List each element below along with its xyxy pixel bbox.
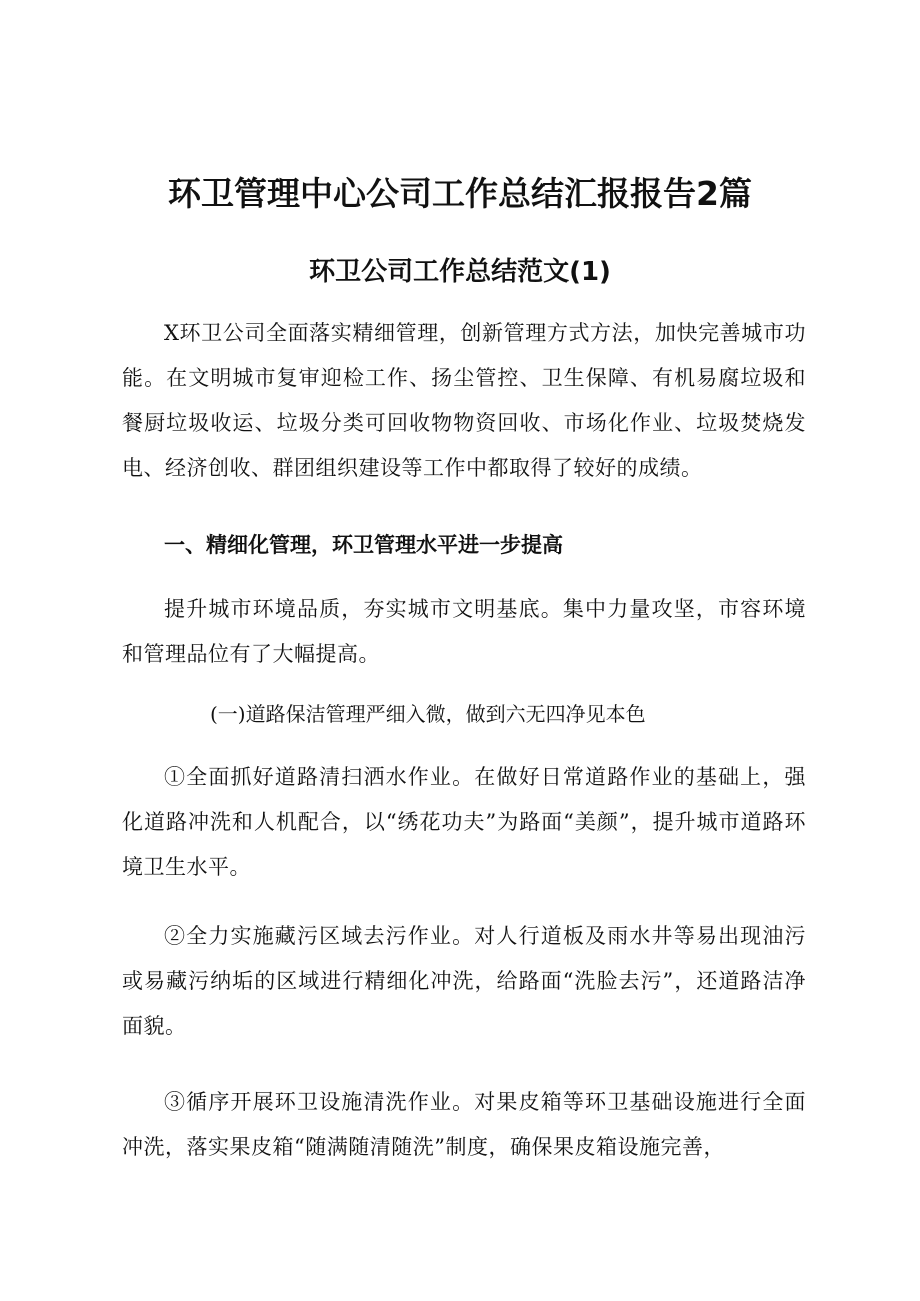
document-subtitle: 环卫公司工作总结范文(1) bbox=[309, 257, 611, 287]
document-title: 环卫管理中心公司工作总结汇报报告2篇 bbox=[168, 174, 752, 213]
list-item: ①全面抓好道路清扫洒水作业。在做好日常道路作业的基础上，强化道路冲洗和人机配合，以“绣花功夫”为路面“美颜”，提升城市道路环境卫生水平。 bbox=[122, 765, 806, 879]
intro-paragraph: X环卫公司全面落实精细管理，创新管理方式方法，加快完善城市功能。在文明城市复审迎检工作、扬尘管控、卫生保障、有机易腐垃圾和餐厨垃圾收运、垃圾分类可回收物物资回收、市场化作业、垃圾焚烧发电、经济创收、群团组织建设等工作中都取得了较好的成绩。 bbox=[122, 321, 806, 480]
subsection-heading-1: (一)道路保洁管理严细入微，做到六无四净见本色 bbox=[210, 702, 646, 726]
list-item: ③循序开展环卫设施清洗作业。对果皮箱等环卫基础设施进行全面冲洗，落实果皮箱“随满随清随洗”制度，确保果皮箱设施完善， bbox=[122, 1090, 806, 1159]
section-heading-1: 一、精细化管理，环卫管理水平进一步提高 bbox=[164, 533, 563, 557]
section-1-paragraph: 提升城市环境品质，夯实城市文明基底。集中力量攻坚，市容环境和管理品位有了大幅提高。 bbox=[122, 597, 806, 666]
list-item: ②全力实施藏污区域去污作业。对人行道板及雨水井等易出现油污或易藏污纳垢的区域进行精细化冲洗，给路面“洗脸去污”，还道路洁净面貌。 bbox=[122, 924, 806, 1038]
